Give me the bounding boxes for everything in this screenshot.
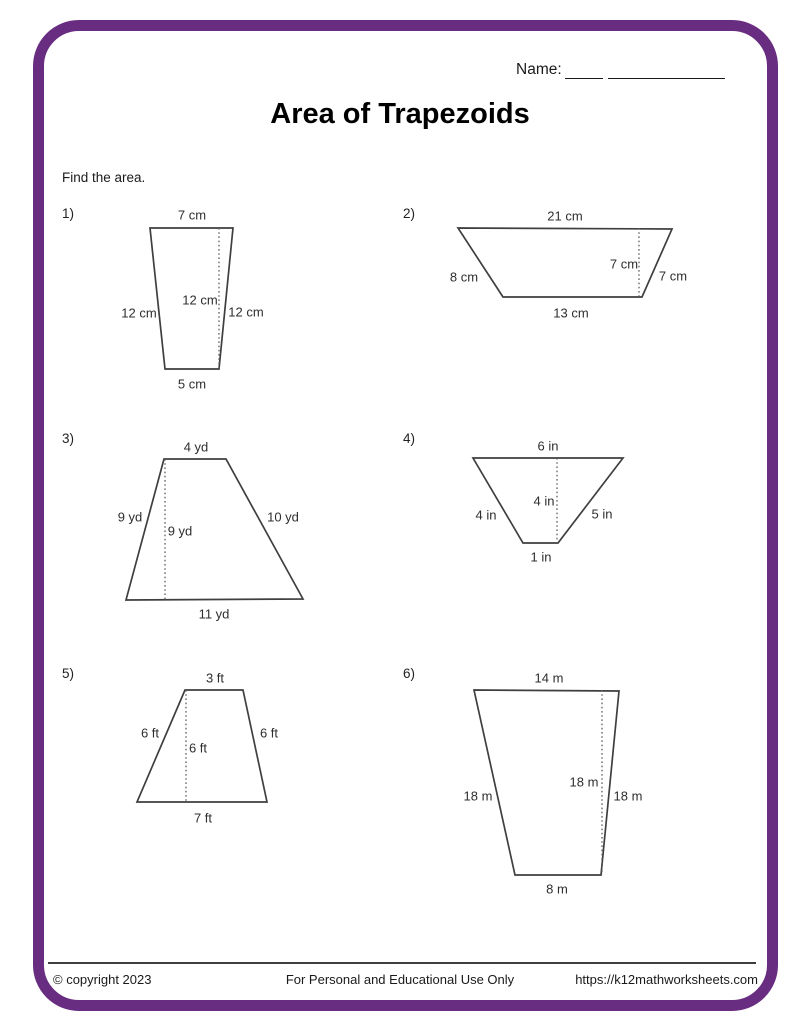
footer-url: https://k12mathworksheets.com bbox=[575, 972, 758, 987]
top-base-label: 6 in bbox=[537, 438, 559, 454]
trapezoid-figure-6 bbox=[430, 660, 700, 905]
left-side-label: 12 cm bbox=[121, 305, 157, 321]
right-side-label: 18 m bbox=[613, 788, 643, 804]
instruction-text: Find the area. bbox=[62, 170, 146, 185]
problem-6-number: 6) bbox=[403, 666, 416, 681]
trapezoid-figure-4 bbox=[430, 430, 700, 575]
name-blank-line bbox=[565, 63, 603, 79]
top-base-label: 21 cm bbox=[547, 208, 583, 224]
name-label: Name: bbox=[516, 61, 562, 78]
right-side-label: 10 yd bbox=[267, 509, 299, 525]
problem-2-number: 2) bbox=[403, 206, 416, 221]
left-side-label: 9 yd bbox=[117, 509, 143, 525]
top-base-label: 4 yd bbox=[183, 439, 209, 455]
trapezoid-figure-3 bbox=[100, 430, 330, 630]
name-row bbox=[516, 61, 725, 79]
left-side-label: 4 in bbox=[475, 507, 497, 523]
bottom-base-label: 1 in bbox=[530, 549, 552, 565]
left-side-label: 18 m bbox=[463, 788, 493, 804]
right-side-label: 5 in bbox=[591, 506, 613, 522]
top-base-label: 3 ft bbox=[205, 670, 225, 686]
bottom-base-label: 7 ft bbox=[193, 810, 213, 826]
problem-1-number: 1) bbox=[62, 206, 75, 221]
trapezoid-outline bbox=[126, 459, 303, 600]
trapezoid-figure-2 bbox=[430, 200, 720, 330]
height-label: 6 ft bbox=[188, 740, 208, 756]
bottom-base-label: 5 cm bbox=[177, 376, 207, 392]
trapezoid-figure-5 bbox=[100, 660, 320, 840]
bottom-base-label: 8 m bbox=[546, 881, 568, 897]
left-side-label: 8 cm bbox=[449, 269, 479, 285]
problem-5-number: 5) bbox=[62, 666, 75, 681]
height-label: 7 cm bbox=[609, 256, 639, 272]
bottom-base-label: 13 cm bbox=[553, 305, 589, 321]
right-side-label: 6 ft bbox=[259, 725, 279, 741]
right-side-label: 7 cm bbox=[658, 268, 688, 284]
right-side-label: 12 cm bbox=[228, 304, 264, 320]
problem-3-number: 3) bbox=[62, 431, 75, 446]
footer-divider bbox=[48, 962, 756, 964]
height-label: 9 yd bbox=[167, 523, 193, 539]
bottom-base-label: 11 yd bbox=[198, 606, 230, 622]
top-base-label: 7 cm bbox=[177, 207, 207, 223]
trapezoid-figure-1 bbox=[100, 200, 300, 395]
page-title: Area of Trapezoids bbox=[270, 98, 530, 130]
height-label: 4 in bbox=[533, 493, 555, 509]
footer-copyright: © copyright 2023 bbox=[53, 972, 152, 987]
left-side-label: 6 ft bbox=[140, 725, 160, 741]
footer-usage-note: For Personal and Educational Use Only bbox=[285, 972, 515, 987]
top-base-label: 14 m bbox=[534, 670, 564, 686]
trapezoid-outline bbox=[458, 228, 672, 297]
problem-4-number: 4) bbox=[403, 431, 416, 446]
height-label: 18 m bbox=[569, 774, 599, 790]
name-blank-line bbox=[608, 63, 725, 79]
height-label: 12 cm bbox=[182, 292, 218, 308]
